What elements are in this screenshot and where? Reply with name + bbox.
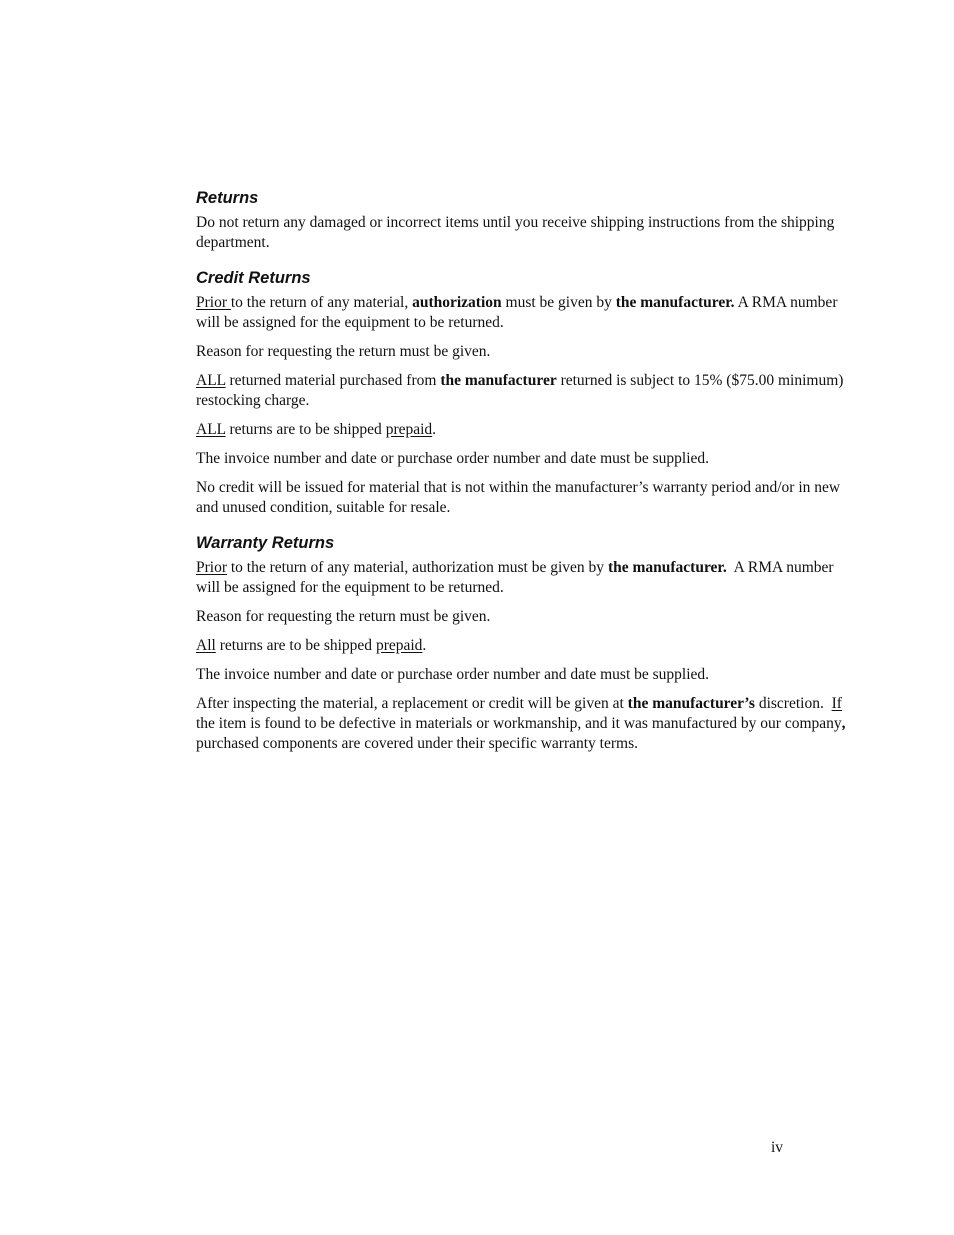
bold-text: the manufacturer. (615, 294, 735, 311)
page-number: iv (771, 1139, 784, 1156)
underlined-text: prepaid (375, 637, 423, 654)
underlined-text: Prior (196, 294, 231, 311)
bold-text: the manufacturer (440, 372, 557, 389)
underlined-text: If (831, 695, 842, 712)
section-credit-returns (196, 268, 848, 518)
credit-paragraph-prepaid: ALL returns are to be shipped prepaid. (196, 421, 437, 438)
section-returns (196, 188, 848, 253)
underlined-text: All (196, 637, 216, 654)
warranty-paragraph-reason: Reason for requesting the return must be given. (196, 608, 491, 625)
section-warranty-returns (196, 533, 848, 754)
credit-paragraph-reason: Reason for requesting the return must be given. (196, 343, 491, 360)
bold-text: , (841, 715, 846, 732)
bold-text: the manufacturer’s (627, 695, 755, 712)
returns-heading: Returns (196, 189, 259, 207)
credit-paragraph-invoice: The invoice number and date or purchase order number and date must be supplied. (196, 450, 710, 467)
bold-text: the manufacturer. (607, 559, 727, 576)
bold-text: authorization (412, 294, 502, 311)
underlined-text: prepaid (385, 421, 433, 438)
credit-paragraph-authorization: Prior to the return of any material, authorization must be given by the manufacturer. A RMA number will be assigned for the equipment to be returned. (196, 294, 838, 331)
warranty-paragraph-invoice: The invoice number and date or purchase order number and date must be supplied. (196, 666, 710, 683)
underlined-text: Prior (196, 559, 227, 576)
underlined-text: ALL (196, 372, 226, 389)
warranty-returns-heading: Warranty Returns (196, 534, 335, 552)
warranty-paragraph-prepaid: All returns are to be shipped prepaid. (196, 637, 427, 654)
credit-returns-heading: Credit Returns (196, 269, 311, 287)
returns-paragraph: Do not return any damaged or incorrect items until you receive shipping instructions from the shipping department. (196, 214, 835, 251)
credit-paragraph-no-credit: No credit will be issued for material that is not within the manufacturer’s warranty period and/or in new and unused condition, suitable for resale. (196, 479, 841, 516)
warranty-paragraph-inspection: After inspecting the material, a replacement or credit will be given at the manufacturer’s discretion. If the item is found to be defective in materials or workmanship, and it was manufactured by our company, purchased components are covered under their specific warranty terms. (196, 695, 846, 752)
credit-paragraph-restocking: ALL returned material purchased from the manufacturer returned is subject to 15% ($75.00 minimum) restocking charge. (196, 372, 844, 409)
document-body (196, 188, 848, 769)
underlined-text: ALL (196, 421, 226, 438)
warranty-paragraph-authorization: Prior to the return of any material, authorization must be given by the manufacturer. A RMA number will be assigned for the equipment to be returned. (196, 559, 838, 596)
